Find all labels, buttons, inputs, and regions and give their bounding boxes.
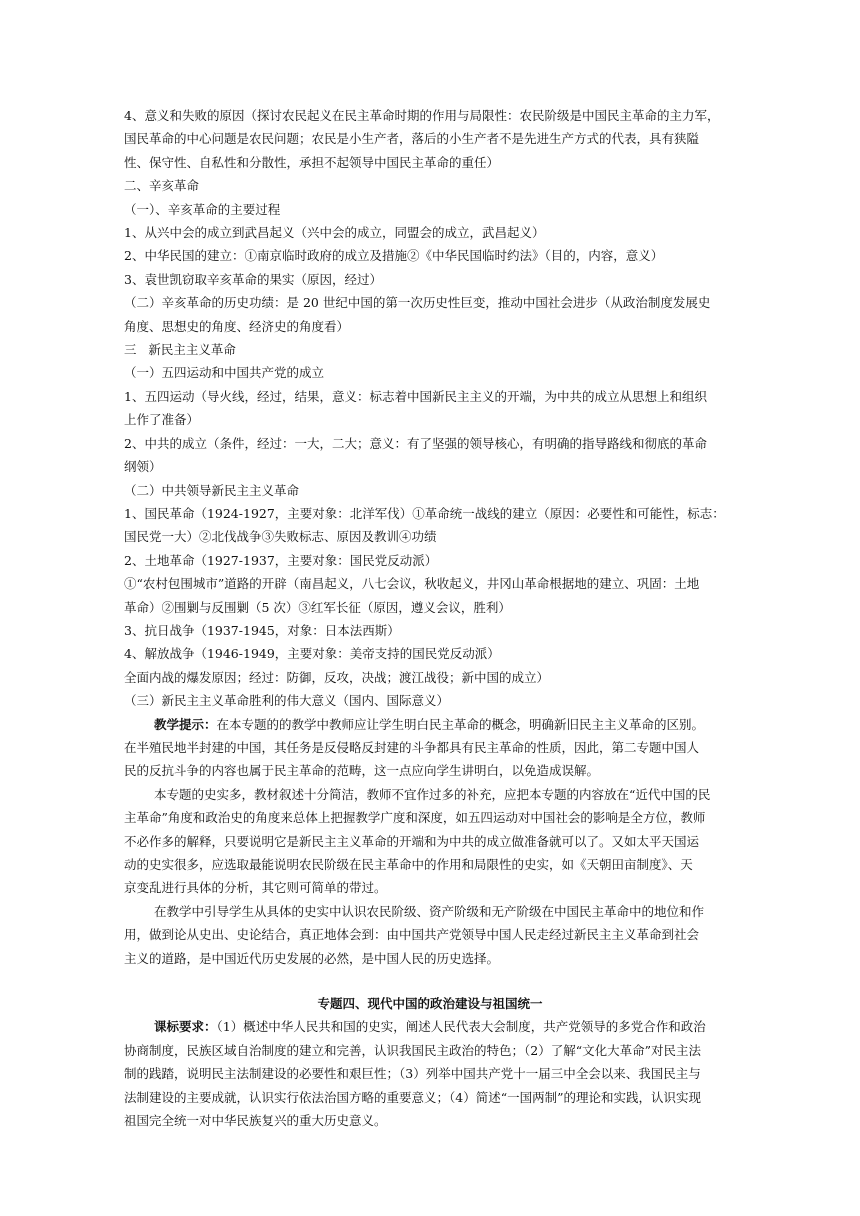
text-line: 用，做到论从史出、史论结合，真正地体会到：由中国共产党领导中国人民走经过新民主主义革命到社会: [124, 927, 700, 943]
text-line: 1、从兴中会的成立到武昌起义（兴中会的成立，同盟会的成立，武昌起义）: [124, 225, 545, 241]
text-line: 在半殖民地半封建的中国，其任务是反侵略反封建的斗争都具有民主革命的性质，因此，第二专题中国人: [124, 739, 700, 755]
text-line: 不必作多的解释，只要说明它是新民主主义革命的开端和为中共的成立做准备就可以了。又如太平天国运: [124, 833, 700, 849]
text-line: 1、五四运动（导火线，经过，结果，意义：标志着中国新民主主义的开端，为中共的成立从思想上和组织: [124, 388, 707, 404]
text-line: ①“农村包围城市”道路的开辟（南昌起义，八七会议，秋收起义，井冈山革命根据地的建立、巩固：土地: [124, 576, 700, 592]
text-line: （三）新民主主义革命胜利的伟大意义（国内、国际意义）: [124, 693, 450, 709]
section-title: 专题四、现代中国的政治建设与祖国统一: [317, 996, 543, 1012]
teaching-tip-label: 教学提示：: [154, 716, 217, 732]
text-line: 主义的道路，是中国近代历史发展的必然，是中国人民的历史选择。: [124, 950, 500, 966]
text-line: 全面内战的爆发原因；经过：防御，反攻，决战；渡江战役；新中国的成立）: [124, 669, 550, 685]
text-line: 在教学中引导学生从具体的史实中认识农民阶级、资产阶级和无产阶级在中国民主革命中的地位和作: [154, 903, 705, 919]
text-line: 性、保守性、自私性和分散性，承担不起领导中国民主革命的重任）: [124, 154, 500, 170]
text-line: 京变乱进行具体的分析，其它则可简单的带过。: [124, 880, 387, 896]
spacer: [124, 970, 736, 992]
requirements-label: 课标要求：: [154, 1019, 217, 1035]
text-line: （一）、辛亥革命的主要过程: [124, 201, 281, 217]
text-line: 法制建设的主要成就，认识实行依法治国方略的重要意义；（4）简述“一国两制”的理论和实践，认识实现: [124, 1089, 701, 1105]
text-line: 2、中共的成立（条件，经过：一大，二大；意义：有了坚强的领导核心，有明确的指导路线和彻底的革命: [124, 435, 707, 451]
text-line: 制的践踏，说明民主法制建设的必要性和艰巨性；（3）列举中国共产党十一届三中全会以来、我国民主与: [124, 1066, 701, 1082]
outline-section: [124, 104, 736, 713]
teaching-tip-paragraph: [124, 713, 736, 783]
text-line: 国民革命的中心问题是农民问题；农民是小生产者，落后的小生产者不是先进生产方式的代表，具有狭隘: [124, 131, 700, 147]
text-line: （二）辛亥革命的历史功绩：是 20 世纪中国的第一次历史性巨变，推动中国社会进步（从政治制度发展史: [124, 295, 711, 311]
text-line: 协商制度，民族区域自治制度的建立和完善，认识我国民主政治的特色；（2）了解“文化大革命”对民主法: [124, 1042, 701, 1058]
heading-new-democratic-revolution: 三 新民主主义革命: [124, 342, 236, 358]
text-line: 国民党一大）②北伐战争③失败标志、原因及教训④功绩: [124, 529, 437, 545]
text-line: （二）中共领导新民主主义革命: [124, 482, 300, 498]
text-line: 革命）②围剿与反围剿（5 次）③红军长征（原因，遵义会议，胜利）: [124, 599, 511, 615]
text-line: 在本专题的的教学中教师应让学生明白民主革命的概念，明确新旧民主主义革命的区别。: [216, 716, 705, 732]
heading-xinhai-revolution: 二、辛亥革命: [124, 178, 200, 194]
text-line: 祖国完全统一对中华民族复兴的重大历史意义。: [124, 1113, 387, 1129]
text-line: 纲领）: [124, 459, 162, 475]
text-line: 2、土地革命（1927-1937，主要对象：国民党反动派）: [124, 552, 438, 568]
text-line: 上作了准备）: [124, 412, 200, 428]
text-line: 主革命”角度和政治史的角度来总体上把握教学广度和深度，如五四运动对中国社会的影响是全方位，教师: [124, 810, 706, 826]
paragraph-guidance: [124, 900, 736, 970]
curriculum-requirements-paragraph: [124, 1015, 736, 1132]
text-line: 4、解放战争（1946-1949，主要对象：美帝支持的国民党反动派）: [124, 646, 500, 662]
text-line: 3、抗日战争（1937-1945，对象：日本法西斯）: [124, 622, 400, 638]
text-line: 角度、思想史的角度、经济史的角度看）: [124, 318, 350, 334]
text-line: 3、袁世凯窃取辛亥革命的果实（原因，经过）: [124, 271, 382, 287]
text-line: 1、国民革命（1924-1927，主要对象：北洋军伐）①革命统一战线的建立（原因：必要性和可能性，标志：: [124, 505, 725, 521]
text-line: （一）五四运动和中国共产党的成立: [124, 365, 325, 381]
text-line: 民的反抗斗争的内容也属于民主革命的范畴，这一点应向学生讲明白，以免造成误解。: [124, 763, 600, 779]
text-line: 2、中华民国的建立：①南京临时政府的成立及措施②《中华民国临时约法》（目的，内容，意义）: [124, 248, 664, 264]
text-line: 本专题的史实多，教材叙述十分简洁，教师不宜作过多的补充，应把本专题的内容放在“近代中国的民: [154, 786, 711, 802]
text-line: 动的史实很多，应选取最能说明农民阶级在民主革命中的作用和局限性的史实，如《天朝田亩制度》、天: [124, 857, 693, 872]
text-line: （1）概述中华人民共和国的史实，阐述人民代表大会制度，共产党领导的多党合作和政治: [216, 1019, 706, 1035]
paragraph-historical-facts: [124, 783, 736, 900]
text-line: 4、意义和失败的原因（探讨农民起义在民主革命时期的作用与局限性：农民阶级是中国民主革命的主力军，: [124, 108, 720, 123]
